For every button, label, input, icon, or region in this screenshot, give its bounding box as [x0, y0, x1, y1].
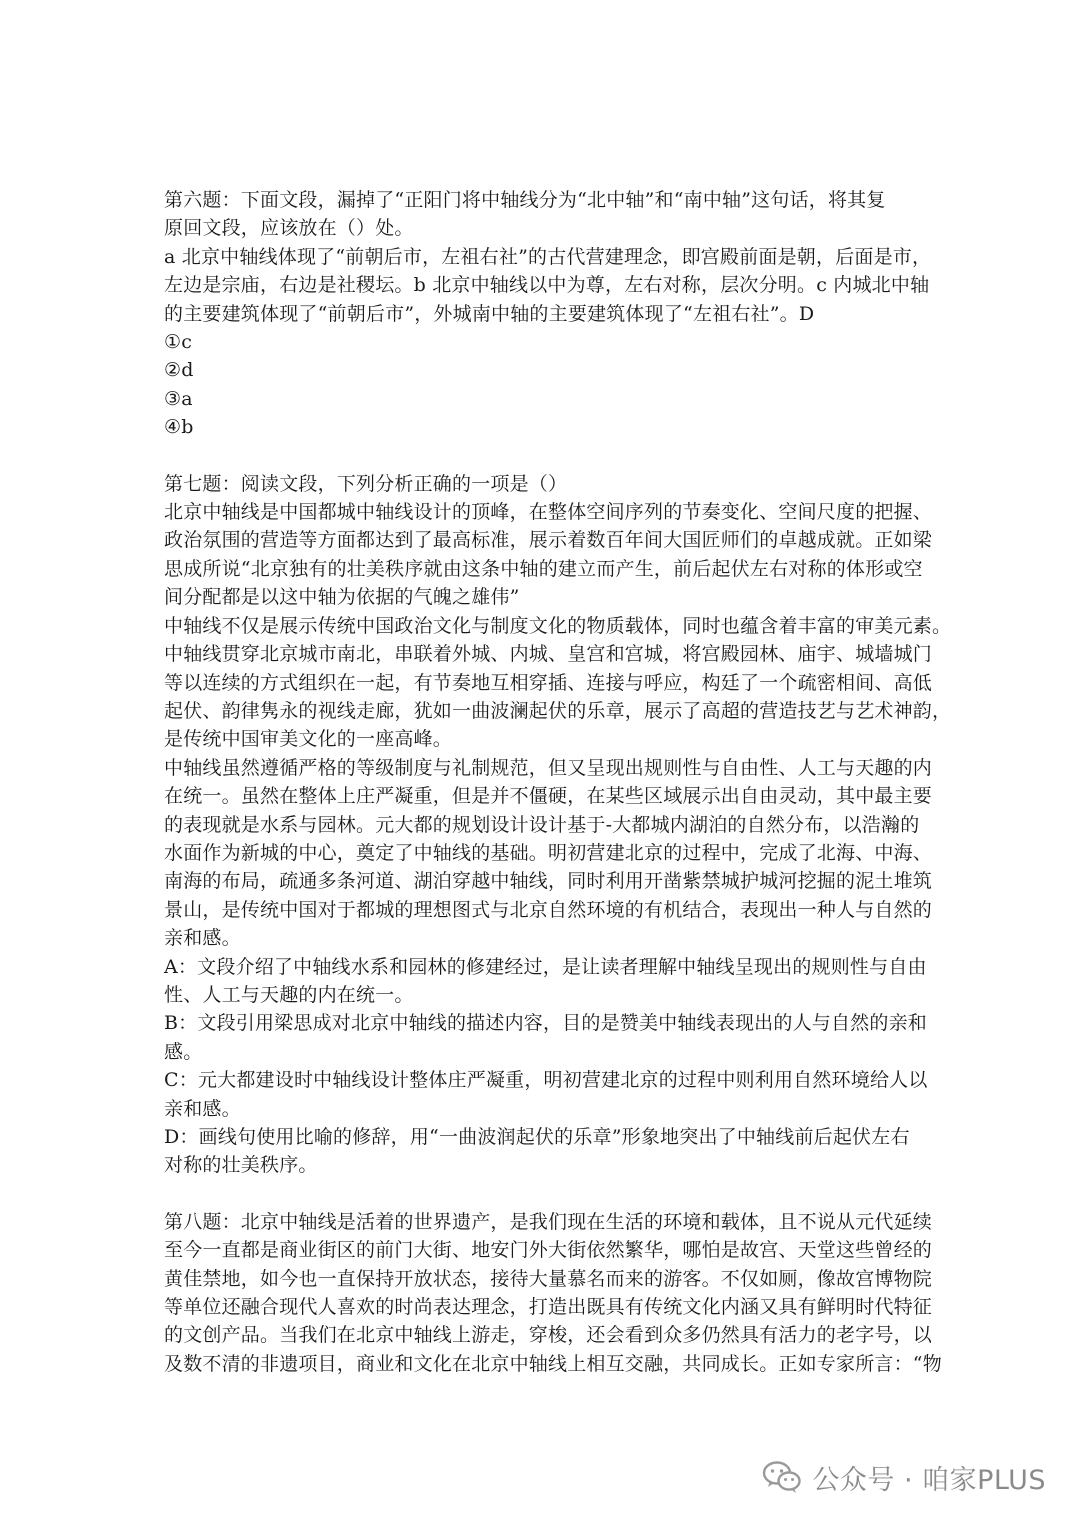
q6-option: ②d [164, 359, 194, 382]
q6-option: ①c [164, 331, 193, 354]
watermark-text: 公众号 · 咱家PLUS [812, 1464, 1046, 1496]
question-8 [164, 1208, 942, 1378]
q8-line: 至今一直都是商业街区的前门大街、地安门外大街依然繁华，哪怕是故宫、天堂这些曾经的 [164, 1239, 933, 1262]
section-gap [164, 1180, 924, 1208]
document-page [164, 186, 952, 1378]
q7-option-a: 性、人工与天趣的内在统一。 [164, 983, 414, 1006]
q7-line: 中轴线不仅是展示传统中国政治文化与制度文化的物质载体，同时也蕴含着丰富的审美元素。 [164, 614, 952, 637]
q7-line: 思成所说“北京独有的壮美秩序就由这条中轴的建立而产生，前后起伏左右对称的体形或空 [164, 557, 923, 580]
q8-line: 的文创产品。当我们在北京中轴线上游走，穿梭，还会看到众多仍然具有活力的老字号，以 [164, 1324, 933, 1347]
q7-line: 中轴线虽然遵循严格的等级制度与礼制规范，但又呈现出规则性与自由性、人工与天趣的内 [164, 756, 933, 779]
watermark [762, 1457, 1046, 1497]
q7-line: 水面作为新城的中心，奠定了中轴线的基础。明初营建北京的过程中，完成了北海、中海、 [164, 841, 933, 864]
question-6 [164, 186, 932, 442]
q6-option: ④b [164, 416, 194, 439]
q7-line: 中轴线贯穿北京城市南北，串联着外城、内城、皇宫和宫城，将宫殿园林、庙宇、城墙城门 [164, 643, 933, 666]
question-7 [164, 470, 952, 1180]
q8-line: 第八题：北京中轴线是活着的世界遗产，是我们现在生活的环境和载体，且不说从元代延续 [164, 1210, 933, 1233]
q7-option-b: B：文段引用梁思成对北京中轴线的描述内容，目的是赞美中轴线表现出的人与自然的亲和 [164, 1012, 927, 1035]
q7-option-c: 亲和感。 [164, 1097, 241, 1120]
q8-line: 及数不清的非遗项目，商业和文化在北京中轴线上相互交融，共同成长。正如专家所言：“物 [164, 1352, 942, 1375]
q7-option-d: D：画线句使用比喻的修辞，用“一曲波润起伏的乐章”形象地突出了中轴线前后起伏左右 [164, 1126, 910, 1148]
q6-line: 的主要建筑体现了“前朝后市”，外城南中轴的主要建筑体现了“左祖右社”。D [164, 302, 815, 325]
q6-line: a 北京中轴线体现了“前朝后市，左祖右社”的古代营建理念，即宫殿前面是朝，后面是市， [164, 245, 932, 268]
q7-option-d: 对称的壮美秩序。 [164, 1154, 318, 1177]
wechat-icon [762, 1460, 802, 1494]
q6-line: 左边是宗庙，右边是社稷坛。b 北京中轴线以中为尊，左右对称，层次分明。c 内城北中轴 [164, 274, 930, 297]
q7-line: 是传统中国审美文化的一座高峰。 [164, 728, 453, 751]
q7-line: 等以连续的方式组织在一起，有节奏地互相穿插、连接与呼应，构廷了一个疏密相间、高低 [164, 671, 933, 694]
q7-line: 第七题：阅读文段，下列分析正确的一项是（） [164, 472, 568, 495]
q7-line: 在统一。虽然在整体上庄严凝重，但是并不僵硬，在某些区域展示出自由灵动，其中最主要 [164, 785, 933, 808]
q7-line: 的表现就是水系与园林。元大都的规划设计设计基于-大都城内湖泊的自然分布，以浩瀚的 [164, 813, 920, 836]
q7-line: 亲和感。 [164, 927, 241, 950]
q7-option-c: C：元大都建设时中轴线设计整体庄严凝重，明初营建北京的过程中则利用自然环境给人以 [164, 1069, 928, 1092]
q6-option: ③a [164, 387, 193, 410]
q7-option-b: 感。 [164, 1040, 203, 1063]
section-gap [164, 442, 924, 470]
q7-line: 景山，是传统中国对于都城的理想图式与北京自然环境的有机结合，表现出一种人与自然的 [164, 898, 933, 921]
q6-line: 第六题：下面文段，漏掉了“正阳门将中轴线分为“北中轴”和“南中轴”这句话，将其复 [164, 189, 886, 211]
q6-line: 原回文段，应该放在（）处。 [164, 217, 414, 240]
q7-line: 起伏、韵律隽永的视线走廊，犹如一曲波澜起伏的乐章，展示了高超的营造技艺与艺术神韵， [164, 699, 952, 722]
q7-option-a: A：文段介绍了中轴线水系和园林的修建经过，是让读者理解中轴线呈现出的规则性与自由 [164, 955, 927, 978]
q7-line: 间分配都是以这中轴为依据的气魄之雄伟” [164, 586, 520, 609]
q8-line: 黄佳禁地，如今也一直保持开放状态，接待大量慕名而来的游客。不仅如厕，像故宫博物院 [164, 1267, 933, 1290]
q8-line: 等单位还融合现代人喜欢的时尚表达理念，打造出既具有传统文化内涵又具有鲜明时代特征 [164, 1296, 933, 1319]
q7-line: 政治氛围的营造等方面都达到了最高标准，展示着数百年间大国匠师们的卓越成就。正如梁 [164, 529, 933, 552]
q7-line: 北京中轴线是中国都城中轴线设计的顶峰，在整体空间序列的节奏变化、空间尺度的把握、 [164, 501, 933, 524]
q7-line: 南海的布局，疏通多条河道、湖泊穿越中轴线，同时利用开凿紫禁城护城河挖掘的泥土堆筑 [164, 870, 933, 893]
